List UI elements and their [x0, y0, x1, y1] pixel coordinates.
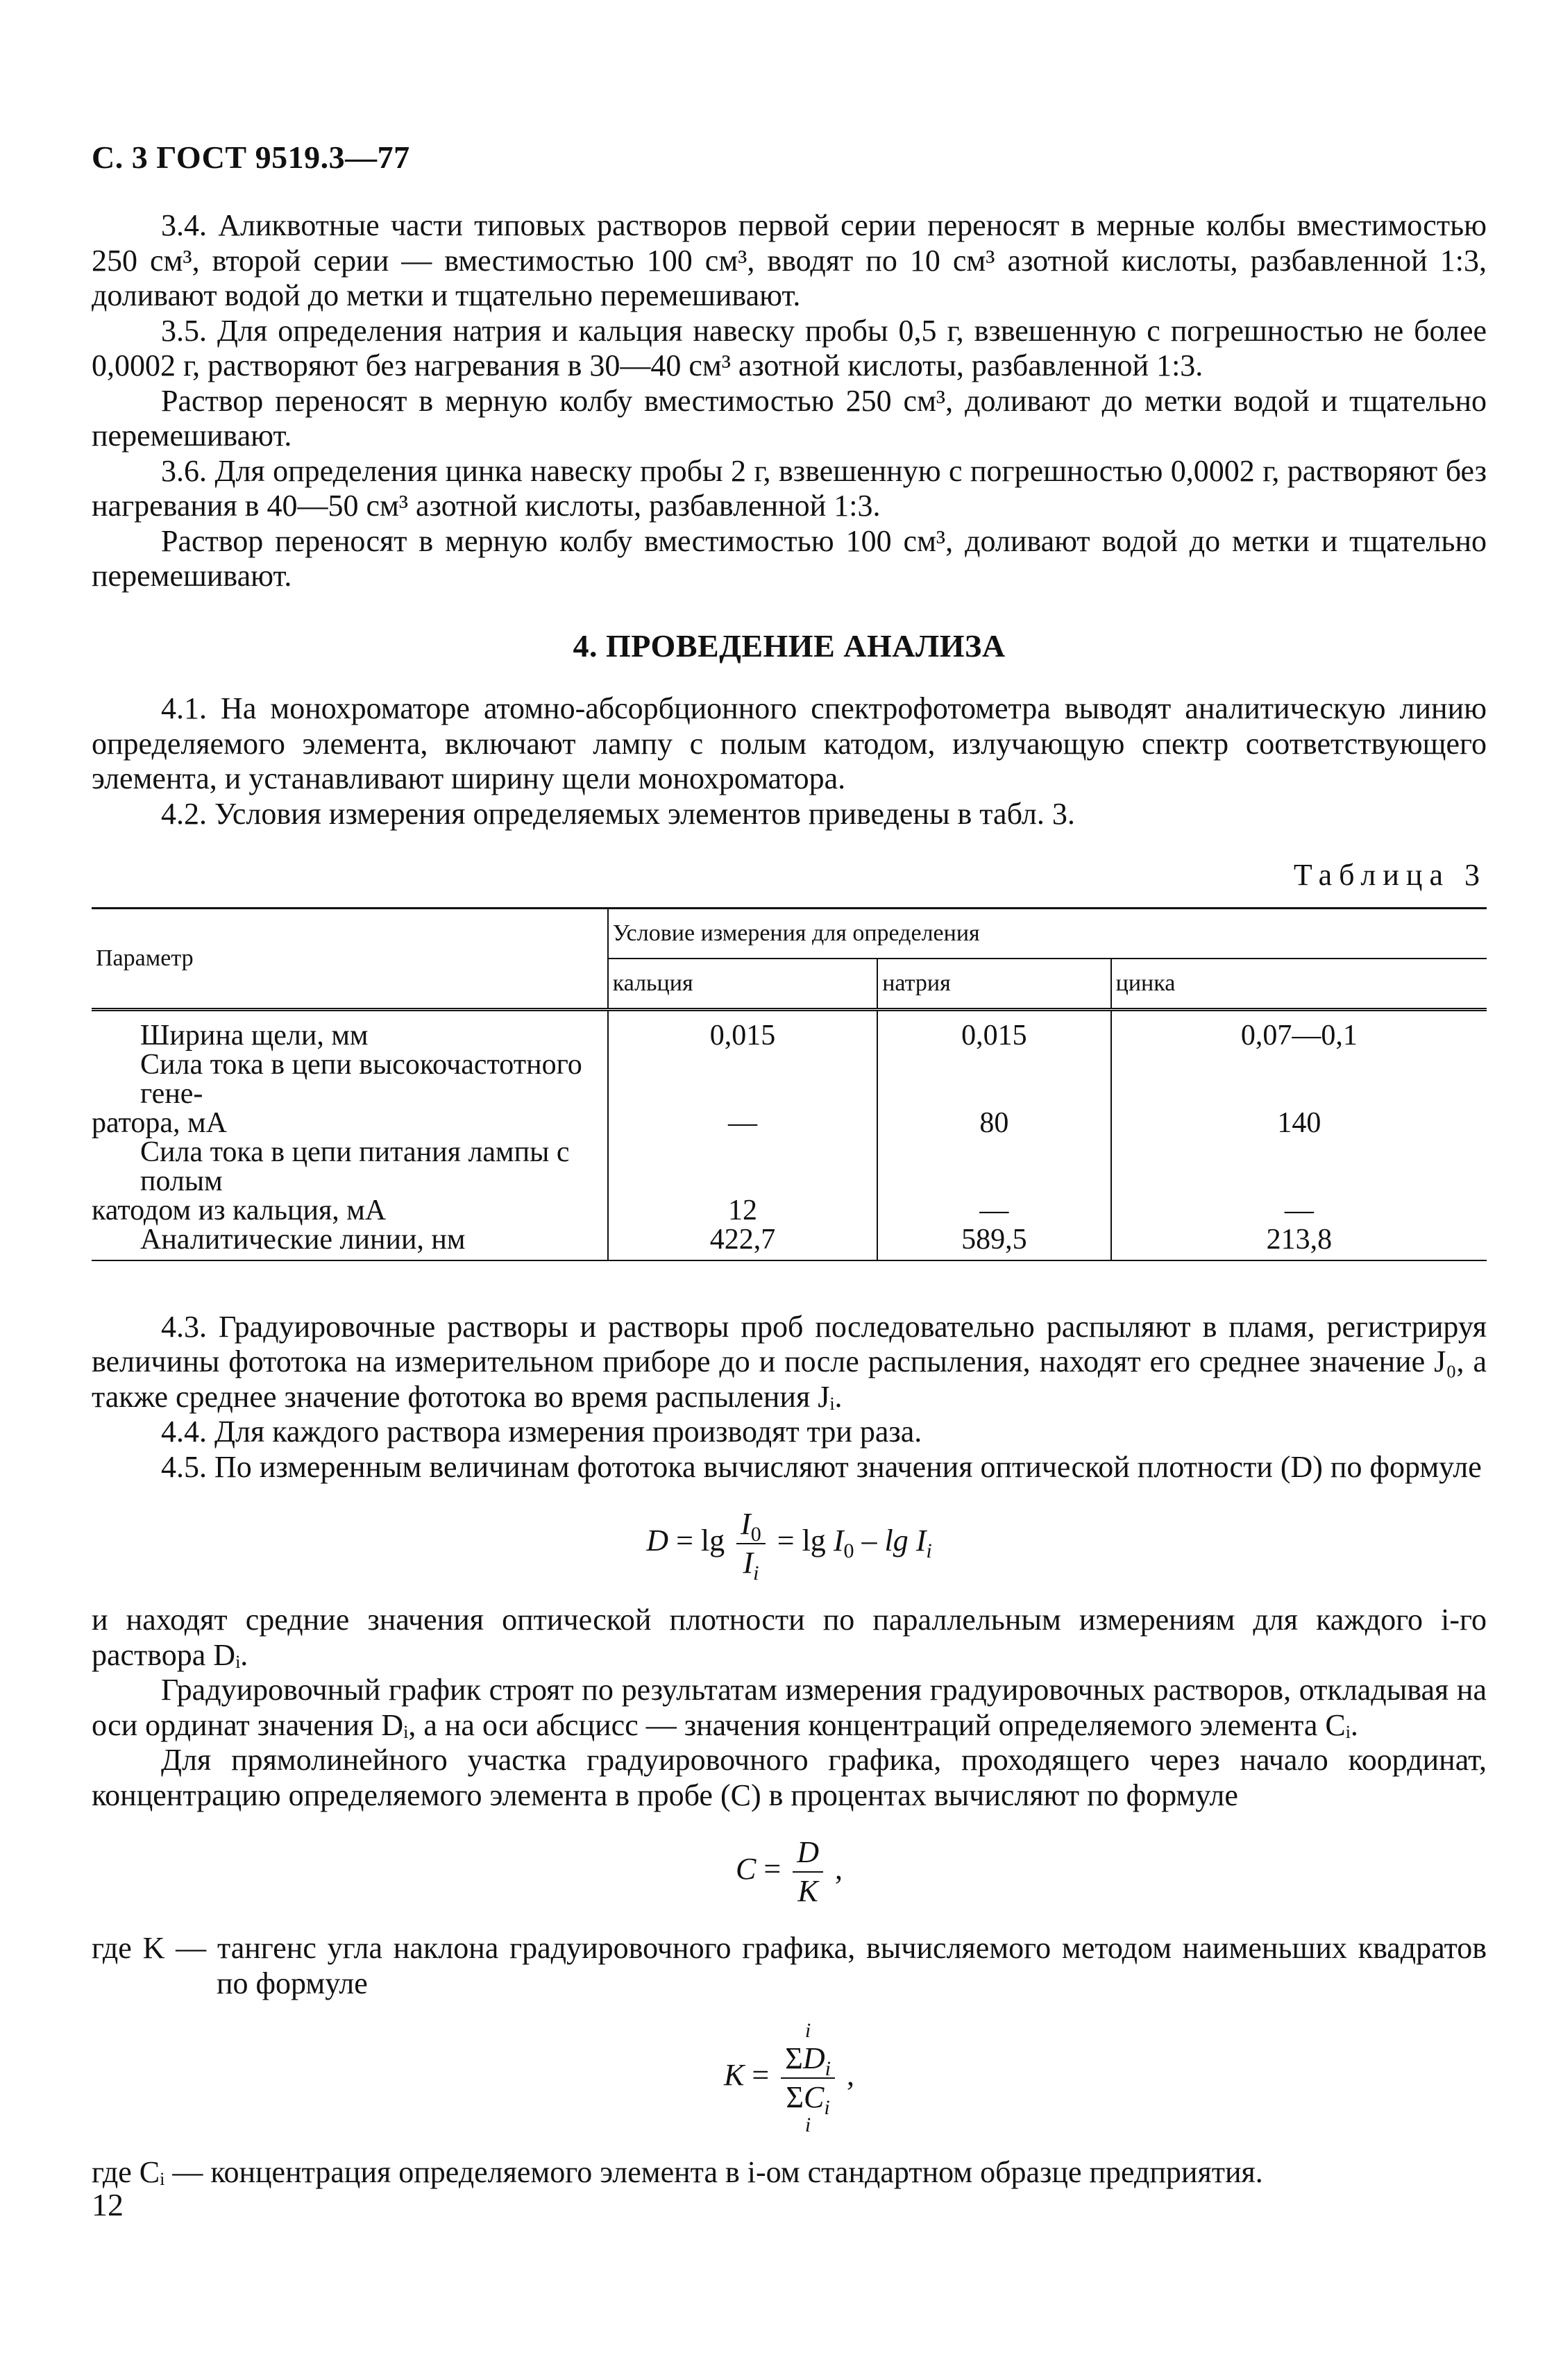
table-row [92, 1050, 1487, 1108]
table-cell: — [1111, 1196, 1487, 1225]
table-row-label-continued: катодом из кальция, мА [92, 1194, 387, 1226]
paragraph-4-2: 4.2. Условия измерения определяемых элементов приведены в табл. 3. [161, 796, 1075, 831]
table-row-label: Сила тока в цепи питания лампы с полым [140, 1136, 570, 1197]
table-cell: — [608, 1108, 878, 1138]
table-row-label: Аналитические линии, нм [92, 1225, 608, 1260]
table-cell: 0,07—0,1 [1111, 1009, 1487, 1050]
paragraph-graph: Градуировочный график строят по результатам измерения градуировочных растворов, откладывая на оси ординат значения Dᵢ, а на оси абсцисс — значения концентраций определяемого элемента Cᵢ. [92, 1673, 1487, 1742]
paragraph-4-1: 4.1. На монохроматоре атомно-абсорбционного спектрофотометра выводят аналитическую линию определяемого элемента, включают лампу с полым катодом, излучающую спектр соответствующего элемента, и устанавливают ширину щели монохроматора. [92, 691, 1487, 795]
document-body [92, 208, 1487, 2191]
paragraph-3-4: 3.4. Аликвотные части типовых растворов первой серии переносят в мерные колбы вместимостью 250 см³, второй серии — вместимостью 100 см³, вводят по 10 см³ азотной кислоты, разбавленной 1:3, доливают водой до метки и тщательно перемешивают. [92, 208, 1487, 312]
table-row [92, 1138, 1487, 1196]
formula-optical-density: D = lg $\frac{I_0}{I_i}$ = $\lg I_0$ – $\lg I_i$ [646, 1507, 932, 1585]
table-cell: 140 [1111, 1108, 1487, 1138]
table-row [92, 1196, 1487, 1225]
formula-slope: K = i $\Sigma D_i$ $\Sigma C_i$ i , [724, 2019, 854, 2136]
running-head: С. 3 ГОСТ 9519.3—77 [92, 140, 410, 175]
table-row [92, 1225, 1487, 1260]
table-3-caption: Таблица 3 [1293, 858, 1487, 892]
table-row [92, 1108, 1487, 1138]
paragraph-3-6a: 3.6. Для определения цинка навеску пробы 2 г, взвешенную с погрешностью 0,0002 г, растворяют без нагревания в 40—50 см³ азотной кислоты, разбавленной 1:3. [92, 453, 1487, 523]
page-number: 12 [92, 2187, 124, 2222]
table-header-group: Условие измерения для определения [608, 908, 1487, 959]
paragraph-where-c: где Cᵢ — концентрация определяемого элемента в i-ом стандартном образце предприятия. [92, 2155, 1263, 2189]
paragraph-3-5b: Раствор переносят в мерную колбу вместимостью 250 см³, доливают до метки водой и тщательно перемешивают. [92, 383, 1487, 453]
table-row [92, 1009, 1487, 1050]
paragraph-4-3: 4.3. Градуировочные растворы и растворы проб последовательно распыляют в пламя, регистрируя величины фототока на измерительном приборе до и после распыления, находят его среднее значение J₀, а также среднее значение фототока во время распыления Jᵢ. [92, 1309, 1487, 1414]
table-cell: 12 [608, 1196, 878, 1225]
table-cell: 422,7 [608, 1225, 878, 1260]
paragraph-3-6b: Раствор переносят в мерную колбу вместимостью 100 см³, доливают водой до метки и тщательно перемешивают. [92, 523, 1487, 593]
table-cell: 0,015 [877, 1009, 1110, 1050]
table-cell: 589,5 [877, 1225, 1110, 1260]
paragraph-4-4: 4.4. Для каждого раствора измерения производят три раза. [161, 1415, 922, 1449]
table-header-sodium: натрия [877, 959, 1110, 1010]
table-header-zinc: цинка [1111, 959, 1487, 1010]
table-cell: 80 [877, 1108, 1110, 1138]
table-3 [92, 907, 1487, 1261]
table-header-calcium: кальция [608, 959, 878, 1010]
table-row-label: Сила тока в цепи высокочастотного гене- [140, 1048, 582, 1110]
table-cell: 213,8 [1111, 1225, 1487, 1260]
table-row-label-continued: ратора, мА [92, 1106, 227, 1139]
table-row-label: Ширина щели, мм [140, 1019, 369, 1052]
paragraph-where-k: где K — тангенс угла наклона градуировочного графика, вычисляемого методом наименьших квадратов по формуле [92, 1931, 1487, 2000]
paragraph-linear: Для прямолинейного участка градуировочного графика, проходящего через начало координат, концентрацию определяемого элемента в пробе (C) в процентах вычисляют по формуле [92, 1743, 1487, 1812]
formula-concentration: C = $\frac{D}{K}$ , [736, 1835, 843, 1908]
paragraph-after-formula-1: и находят средние значения оптической плотности по параллельным измерениям для каждого i-го раствора Dᵢ. [92, 1603, 1487, 1672]
table-cell: 0,015 [608, 1009, 878, 1050]
table-cell: — [877, 1196, 1110, 1225]
section-4-title: 4. ПРОВЕДЕНИЕ АНАЛИЗА [573, 627, 1006, 664]
table-header-parameter: Параметр [92, 908, 608, 1009]
paragraph-3-5a: 3.5. Для определения натрия и кальция навеску пробы 0,5 г, взвешенную с погрешностью не более 0,0002 г, растворяют без нагревания в 30—40 см³ азотной кислоты, разбавленной 1:3. [92, 313, 1487, 382]
paragraph-4-5: 4.5. По измеренным величинам фототока вычисляют значения оптической плотности (D) по формуле [161, 1449, 1482, 1484]
